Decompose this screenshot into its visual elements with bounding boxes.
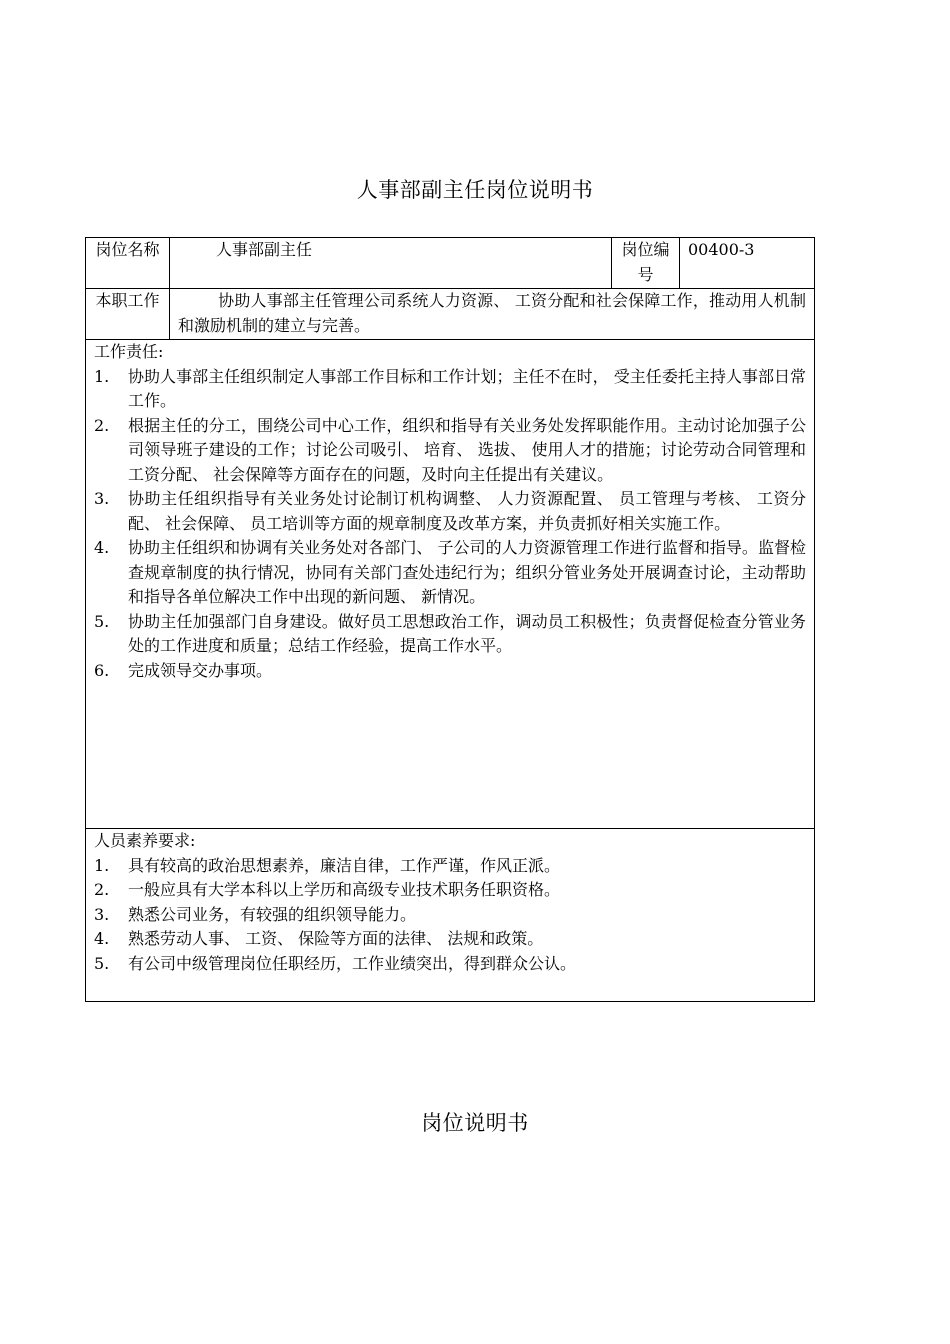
list-item: 5. 有公司中级管理岗位任职经历，工作业绩突出，得到群众公认。 bbox=[94, 953, 577, 973]
position-code-label: 岗位编号 bbox=[612, 238, 680, 289]
position-name-cell bbox=[170, 238, 612, 289]
requirements-cell bbox=[86, 829, 815, 1002]
position-name-value: 人事部副主任 bbox=[216, 240, 313, 259]
summary-label: 本职工作 bbox=[86, 289, 170, 340]
summary-text: 协助人事部主任管理公司系统人力资源、 工资分配和社会保障工作，推动用人机制和激励机制的建立与完善。 bbox=[178, 291, 806, 335]
position-row bbox=[86, 238, 815, 289]
job-description-table bbox=[85, 237, 815, 1002]
next-document-title: 岗位说明书 bbox=[421, 1111, 529, 1135]
responsibilities-cell bbox=[86, 340, 815, 829]
position-code-value: 00400-3 bbox=[680, 238, 815, 289]
responsibilities-row bbox=[86, 340, 815, 829]
list-item: 1. 具有较高的政治思想素养，廉洁自律，工作严谨，作风正派。 bbox=[94, 855, 561, 875]
requirements-heading: 人员素养要求: bbox=[94, 831, 196, 850]
list-item: 4. 熟悉劳动人事、 工资、 保险等方面的法律、 法规和政策。 bbox=[94, 929, 544, 948]
position-name-label: 岗位名称 bbox=[86, 238, 170, 289]
requirements-row bbox=[86, 829, 815, 1002]
responsibilities-heading: 工作责任: bbox=[94, 342, 164, 361]
list-item: 6. 完成领导交办事项。 bbox=[94, 660, 273, 680]
list-item: 2. 一般应具有大学本科以上学历和高级专业技术职务任职资格。 bbox=[94, 880, 561, 899]
document-title: 人事部副主任岗位说明书 bbox=[356, 178, 594, 202]
list-item: 3. 熟悉公司业务，有较强的组织领导能力。 bbox=[94, 904, 417, 924]
list-item: 4. 协助主任组织和协调有关业务处对各部门、 子公司的人力资源管理工作进行监督和指导。监督检查规章制度的执行情况，协同有关部门查处违纪行为；组织分管业务处开展调查讨论，主动帮助和指导各单位解决工作中出现的新问题、 新情况。 bbox=[94, 538, 806, 606]
list-item: 5. 协助主任加强部门自身建设。做好员工思想政治工作，调动员工积极性；负责督促检查分管业务处的工作进度和质量；总结工作经验，提高工作水平。 bbox=[94, 611, 806, 655]
list-item: 1. 协助人事部主任组织制定人事部工作目标和工作计划；主任不在时， 受主任委托主持人事部日常工作。 bbox=[94, 366, 806, 410]
list-item: 2. 根据主任的分工，围绕公司中心工作，组织和指导有关业务处发挥职能作用。主动讨论加强子公司领导班子建设的工作；讨论公司吸引、 培育、 选拔、 使用人才的措施；讨论劳动合同管理和工资分配、 社会保障等方面存在的问题，及时向主任提出有关建议。 bbox=[94, 415, 806, 484]
responsibilities-list bbox=[94, 365, 806, 684]
summary-row bbox=[86, 289, 815, 340]
requirements-list bbox=[94, 854, 806, 977]
summary-cell bbox=[170, 289, 815, 340]
list-item: 3. 协助主任组织指导有关业务处讨论制订机构调整、 人力资源配置、 员工管理与考核、 工资分配、 社会保障、 员工培训等方面的规章制度及改革方案，并负责抓好相关实施工作。 bbox=[94, 489, 806, 533]
